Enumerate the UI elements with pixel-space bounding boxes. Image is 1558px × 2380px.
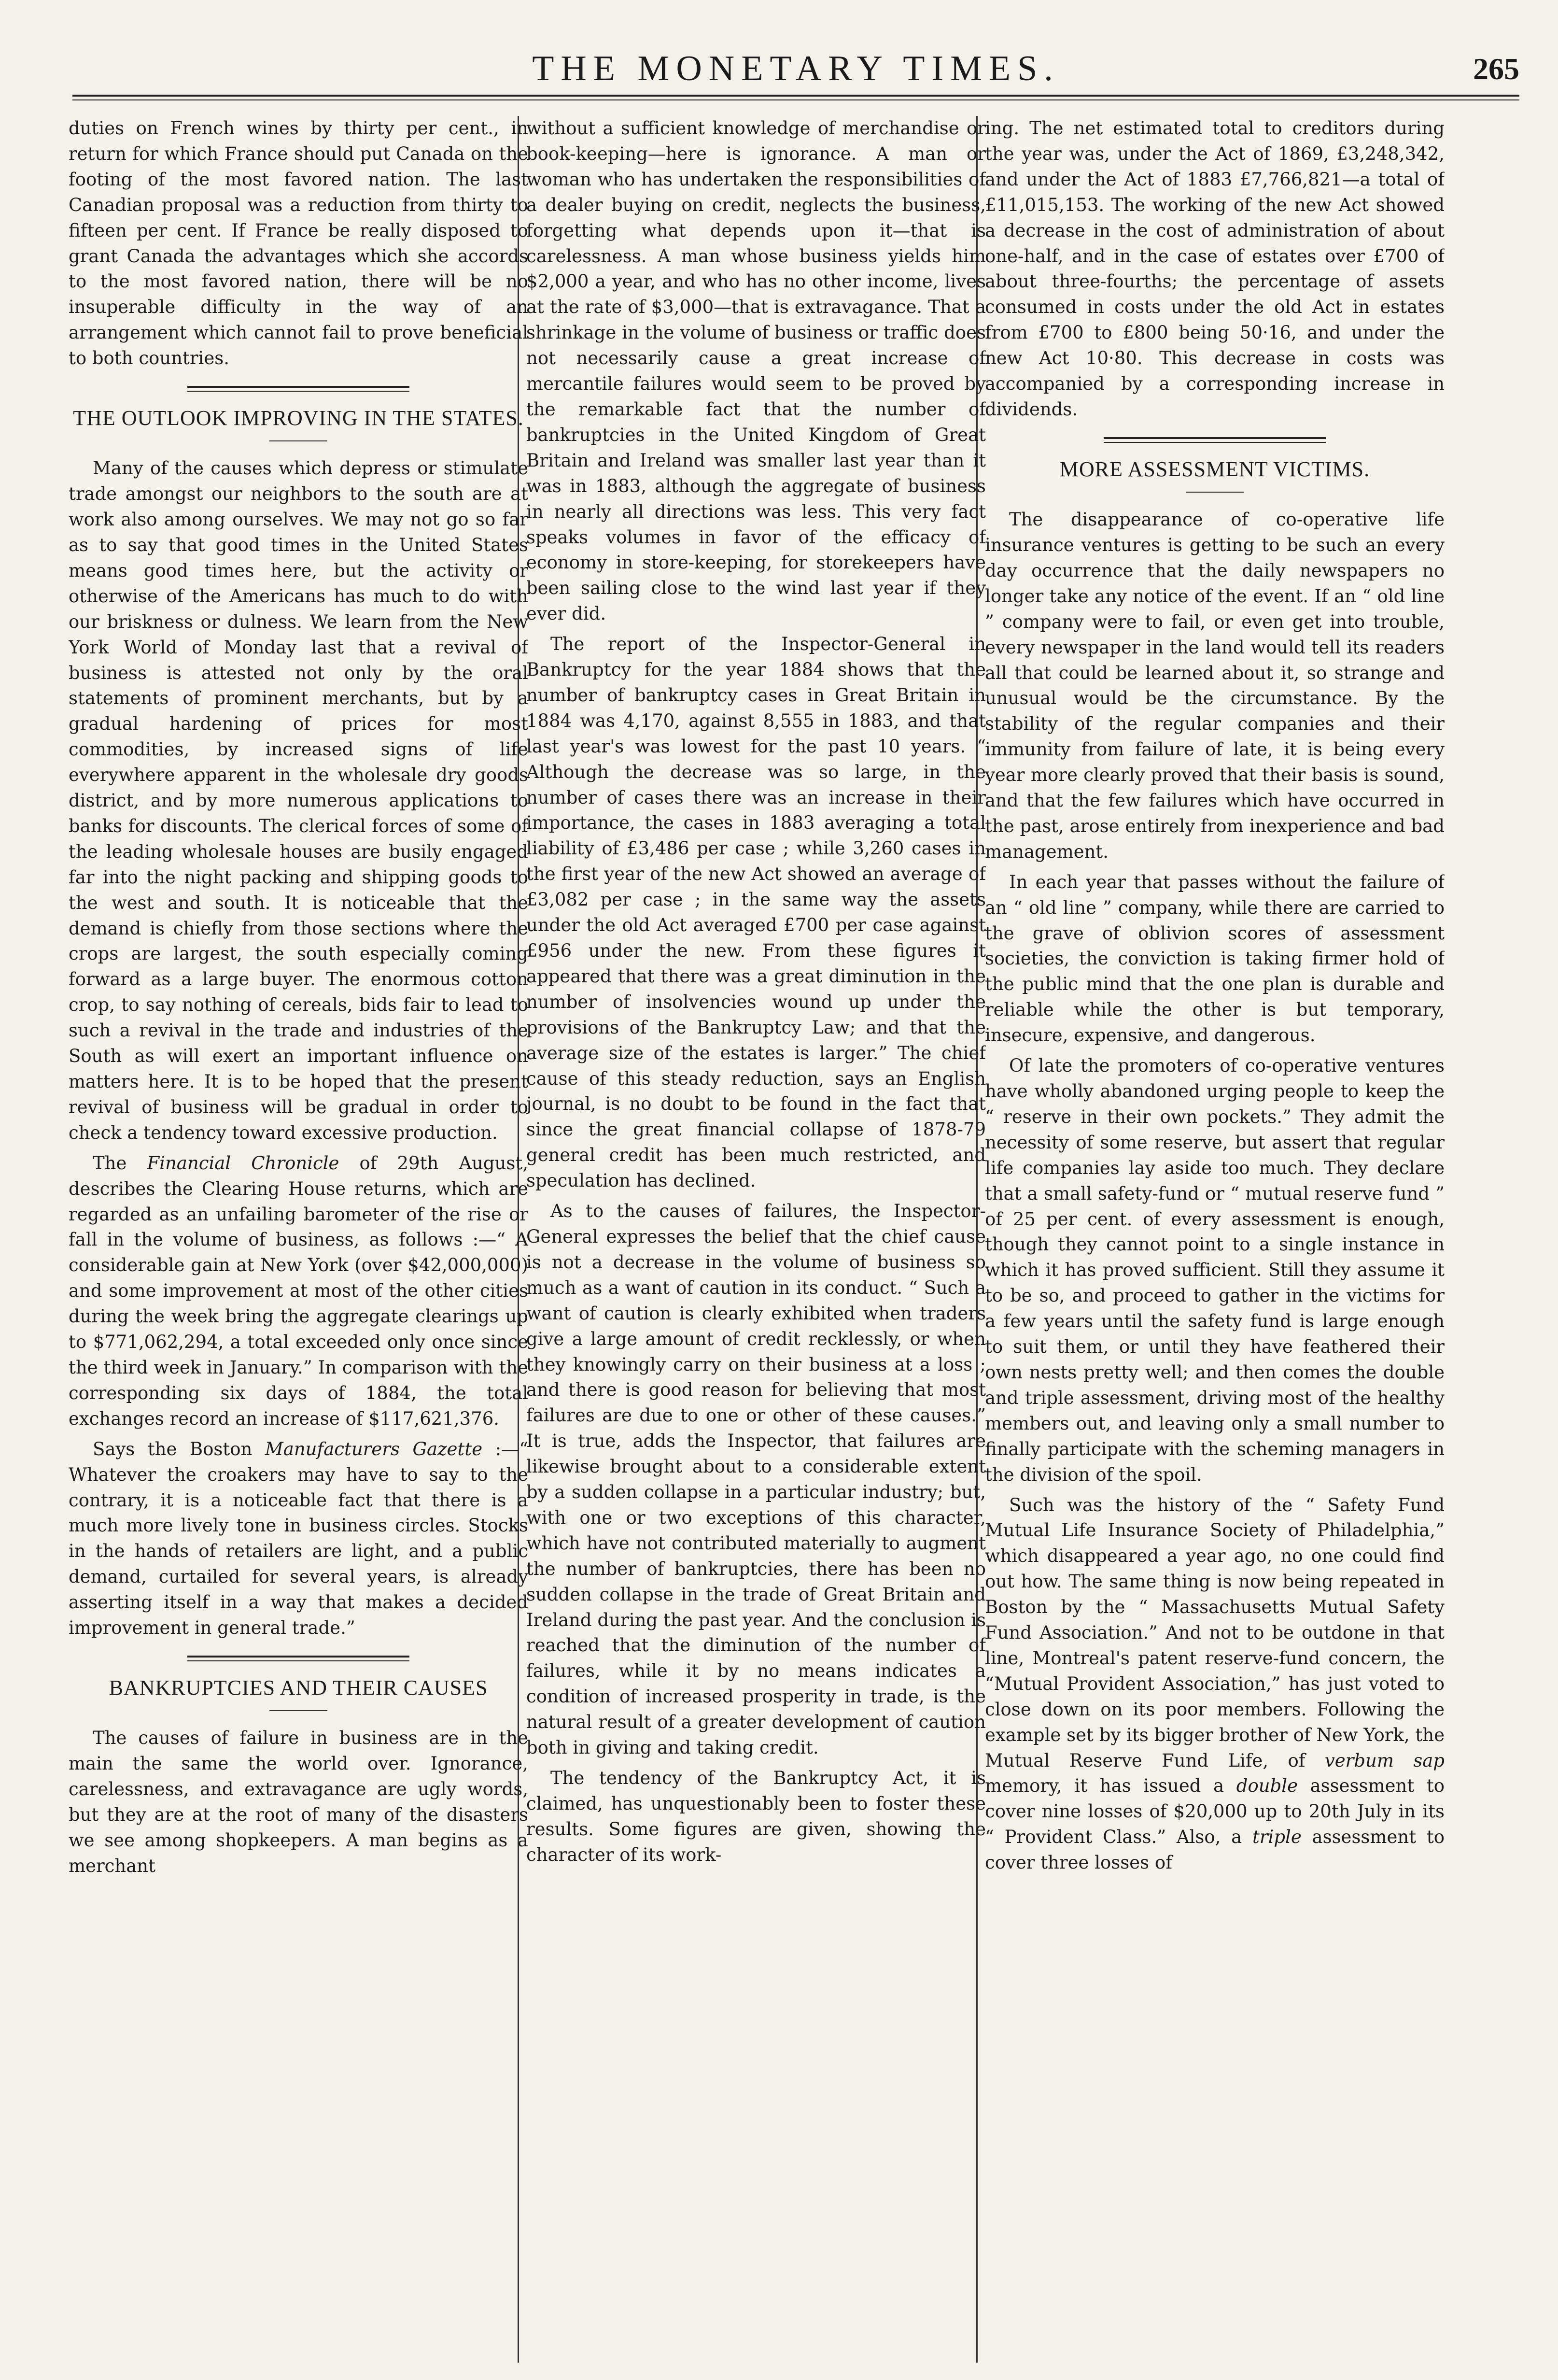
headline-outlook: THE OUTLOOK IMPROVING IN THE STATES.	[73, 406, 524, 430]
paragraph: The causes of failure in business are in the main the same the world over. Ignorance, carelessness, and extravagance are ugly words, but they are at the root of many of the disasters we see among shopkeepers. A man begins as a merchant	[69, 1728, 528, 1876]
section-rule	[187, 386, 409, 392]
italic-phrase: triple	[1252, 1827, 1302, 1848]
headline-assessment: MORE ASSESSMENT VICTIMS.	[1059, 457, 1370, 481]
text-run: of 29th August, describes the Clearing House returns, which are regarded as an unfailing barometer of the rise or fall in the volume of business, as follows :—“ A considerable gain at New York (over $42,000,000) and some improvement at most of the other cities during the week bring the aggregate clearings up to $771,062,294, a total exceeded only once since the third week in January.” In comparison with the corresponding six days of 1884, the total exchanges record an increase of $117,621,376.	[69, 1152, 528, 1429]
paragraph: Many of the causes which depress or stimulate trade amongst our neighbors to the south are at work also among ourselves. We may not go so far as to say that good times in the United States means good times here, but the activity or otherwise of the Americans has much to do with our briskness or dulness. We learn from the New York World of Monday last that a revival of business is attested not only by the oral statements of prominent merchants, but by a gradual hardening of prices for most commodities, by increased signs of life everywhere apparent in the wholesale dry goods district, and by more numerous applications to banks for discounts. The clerical forces of some of the leading wholesale houses are busily engaged far into the night packing and shipping goods to the west and south. It is noticeable that the demand is chiefly from those sections where the crops are largest, the south especially coming forward as a large buyer. The enormous cotton crop, to say nothing of cereals, bids fair to lead to such a revival in the trade and industries of the South as will exert an important influence on matters here. It is to be hoped that the present revival of business will be gradual in order to check a tendency toward excessive production.	[69, 458, 528, 1143]
short-rule	[269, 1710, 327, 1711]
section-rule	[187, 1656, 409, 1661]
publication-name: Financial Chronicle	[147, 1152, 339, 1174]
paragraph: without a sufficient knowledge of merchandise or book-keeping—here is ignorance. A man or woman who has undertaken the responsibilities of a dealer buying on credit, neglects the business, forgetting what depends upon it—that is carelessness. A man whose business yields him $2,000 a year, and who has no other income, lives at the rate of $3,000—that is extravagance. That a shrinkage in the volume of business or traffic does not necessarily cause a great increase of mercantile failures would seem to be proved by the remarkable fact that the number of bankruptcies in the United Kingdom of Great Britain and Ireland was smaller last year than it was in 1883, although the aggregate of business in nearly all directions was less. This very fact speaks volumes in favor of the efficacy of economy in store-keeping, for storekeepers have been sailing close to the wind last year if they ever did.	[526, 118, 986, 624]
paragraph	[69, 1151, 528, 1432]
text-run: Says the Boston	[93, 1438, 265, 1459]
paragraph: ing. The net estimated total to creditors during the year was, under the Act of 1869, £3,248,342, and under the Act of 1883 £7,766,821—a total of £11,015,153. The working of the new Act showed a decrease in the cost of administration of about one-half, and in the case of estates over £700 of about three-fourths; the percentage of assets consumed in costs under the old Act in estates from £700 to £800 being 50·16, and under the new Act 10·80. This decrease in costs was accompanied by a corresponding increase in dividends.	[985, 118, 1445, 420]
paragraph: The disappearance of co-operative life insurance ventures is getting to be such an every day occurrence that the daily newspapers no longer take any notice of the event. If an “ old line ” company were to fail, or even get into trouble, every newspaper in the land would tell its readers all that could be learned about it, so strange and unusual would be the circumstance. By the stability of the regular companies and their immunity from failure of late, it is being every year more clearly proved that their basis is sound, and that the few failures which have occurred in the past, arose entirely from inexperience and bad management.	[985, 509, 1445, 862]
short-rule	[1186, 492, 1244, 493]
text-run: assessment to cover three losses of	[985, 1827, 1445, 1873]
column-3	[985, 116, 1445, 2362]
short-rule	[269, 440, 327, 441]
text-run: assessment to cover nine losses of $20,000 up to 20th July in its “ Provident Class.” Also, a	[985, 1775, 1445, 1848]
text-run: :—“ Whatever the croakers may have to say to the contrary, it is a noticeable fact that there is a much more lively tone in business circles. Stocks in the hands of retailers are light, and a public demand, curtailed for several years, is already asserting itself in a way that makes a decided improvement in general trade.”	[69, 1438, 528, 1639]
paragraph: duties on French wines by thirty per cent., in return for which France should put Canada on the footing of the most favored nation. The last Canadian proposal was a reduction from thirty to fifteen per cent. If France be really disposed to grant Canada the advantages which she accords to the most favored nation, there will be no insuperable difficulty in the way of an arrangement which cannot fail to prove beneficial to both countries.	[69, 118, 528, 369]
paragraph: In each year that passes without the failure of an “ old line ” company, while there are carried to the grave of oblivion scores of assessment societies, the conviction is taking firmer hold of the public mind that the one plan is durable and reliable while the other is but temporary, insecure, expensive, and dangerous.	[985, 871, 1445, 1046]
paragraph: As to the causes of failures, the Inspector-General expresses the belief that the chief cause is not a decrease in the volume of business so much as a want of caution in its conduct. “ Such a want of caution is clearly exhibited when traders give a large amount of credit recklessly, or when they knowingly carry on their business at a loss ; and there is good reason for believing that most failures are due to one or other of these causes.” It is true, adds the Inspector, that failures are likewise brought about to a considerable extent by a sudden collapse in a particular industry; but, with one or two exceptions of this character, which have not contributed materially to augment the number of bankruptcies, there has been no sudden collapse in the trade of Great Britain and Ireland during the past year. And the conclusion is reached that the diminution of the number of failures, while it by no means indicates a condition of increased prosperity in trade, is the natural result of a greater development of caution both in giving and taking credit.	[526, 1201, 986, 1758]
page-number: 265	[1473, 52, 1519, 86]
text-run: The	[93, 1152, 147, 1174]
italic-phrase: verbum sap	[1324, 1750, 1445, 1771]
headline-bankruptcies: BANKRUPTCIES AND THEIR CAUSES	[109, 1675, 488, 1700]
paragraph: The report of the Inspector-General in Bankruptcy for the year 1884 shows that the number of bankruptcy cases in Great Britain in 1884 was 4,170, against 8,555 in 1883, and that last year's was lowest for the past 10 years. “ Although the decrease was so large, in the number of cases there was an increase in their importance, the cases in 1883 averaging a total liability of £3,486 per case ; while 3,260 cases in the first year of the new Act showed an average of £3,082 per case ; in the same way the assets under the old Act averaged £700 per case against £956 under the new. From these figures it appeared that there was a great diminution in the number of insolvencies wound up under the provisions of the Bankruptcy Law; and that the average size of the estates is larger.” The chief cause of this steady reduction, says an English journal, is no doubt to be found in the fact that since the great financial collapse of 1878-79 general credit has been much restricted, and speculation has declined.	[526, 634, 986, 1191]
paragraph: Of late the promoters of co-operative ventures have wholly abandoned urging people to keep the “ reserve in their own pockets.” They admit the necessity of some reserve, but assert that regular life companies lay aside too much. They declare that a small safety-fund or “ mutual reserve fund ” of 25 per cent. of every assessment is enough, though they cannot point to a single instance in which it has proved sufficient. Still they assume it to be so, and proceed to gather in the victims for a few years until the safety fund is large enough to suit them, or until they have feathered their own nests pretty well; and then comes the double and triple assessment, driving most of the healthy members out, and leaving only a small number to finally participate with the scheming managers in the division of the spoil.	[985, 1055, 1445, 1485]
publication-name: Manufacturers Gazette	[265, 1438, 483, 1459]
column-2	[526, 116, 986, 2362]
paragraph	[69, 1437, 528, 1641]
masthead: THE MONETARY TIMES.	[532, 49, 1060, 88]
paragraph	[985, 1493, 1445, 1876]
header-rule	[72, 95, 1519, 100]
text-run: Such was the history of the “ Safety Fund Mutual Life Insurance Society of Philadelphia,” which disappeared a year ago, no one could find out how. The same thing is now being repeated in Boston by the “ Massachusetts Mutual Safety Fund Association.” And not to be outdone in that line, Montreal's patent reserve-fund concern, the “Mutual Provident Association,” has just voted to close down on its poor members. Following the example set by its bigger brother of New York, the Mutual Reserve Fund Life, of	[985, 1494, 1445, 1771]
text-run: memory, it has issued a	[985, 1775, 1236, 1797]
italic-phrase: double	[1236, 1775, 1298, 1797]
column-1	[69, 116, 528, 2362]
paragraph: The tendency of the Bankruptcy Act, it is claimed, has unquestionably been to foster these results. Some figures are given, showing the character of its work-	[526, 1768, 986, 1865]
running-head	[72, 48, 1519, 87]
section-rule	[1104, 437, 1326, 443]
